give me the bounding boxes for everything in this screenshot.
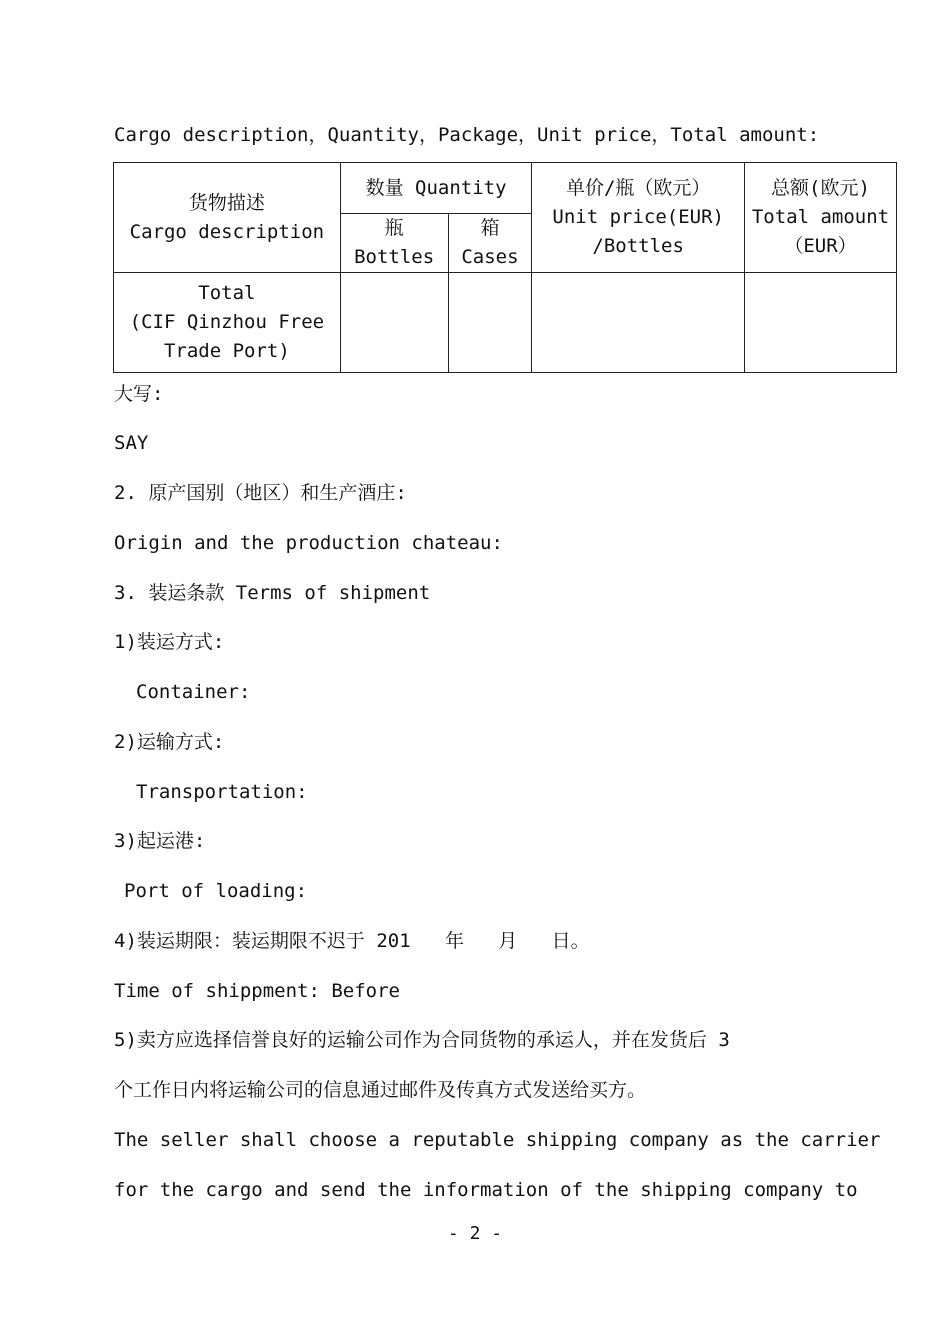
carrier-clause-en-line-1: The seller shall choose a reputable shipping company as the carrier [114,1129,881,1151]
unit-price-header: 单价/瓶（欧元） Unit price(EUR) /Bottles [532,163,745,273]
quantity-header: 数量 Quantity [340,163,532,214]
section-2-heading-en: Origin and the production chateau: [114,532,503,554]
total-row-unit-price [532,273,745,373]
port-of-loading-label: Port of loading: [124,880,308,902]
table-row [114,273,897,373]
total-row-cases [448,273,532,373]
cargo-table [113,162,897,373]
transport-method-cn: 2)运输方式: [114,731,225,753]
total-row-label: Total (CIF Qinzhou Free Trade Port) [114,273,341,373]
carrier-clause-en-line-2: for the cargo and send the information of the shipping company to [114,1179,858,1201]
time-of-shipment-label: Time of shippment: Before [114,980,400,1002]
section-3-heading: 3. 装运条款 Terms of shipment [114,582,431,604]
total-row-total-amount [744,273,896,373]
cargo-description-header: 货物描述 Cargo description [114,163,341,273]
section-2-heading-cn: 2. 原产国别（地区）和生产酒庄: [114,482,407,504]
bottles-header: 瓶 Bottles [340,214,448,273]
total-row-bottles [340,273,448,373]
shipment-method-cn: 1)装运方式: [114,631,225,653]
cargo-intro: Cargo description，Quantity，Package，Unit price，Total amount: [114,124,820,146]
cases-header: 箱 Cases [448,214,532,273]
amount-in-words-label: 大写: [114,383,164,405]
container-label: Container: [136,681,251,703]
shipment-deadline-cn: 4)装运期限：装运期限不迟于 201 年 月 日。 [114,930,590,952]
transportation-label: Transportation: [136,781,308,803]
carrier-clause-cn-line-2: 个工作日内将运输公司的信息通过邮件及传真方式发送给买方。 [114,1079,647,1101]
say-label: SAY [114,432,149,454]
total-amount-header: 总额(欧元) Total amount （EUR） [744,163,896,273]
loading-port-cn: 3)起运港: [114,830,206,852]
carrier-clause-cn-line-1: 5)卖方应选择信誉良好的运输公司作为合同货物的承运人，并在发货后 3 [114,1029,730,1051]
page-number: - 2 - [447,1223,503,1244]
